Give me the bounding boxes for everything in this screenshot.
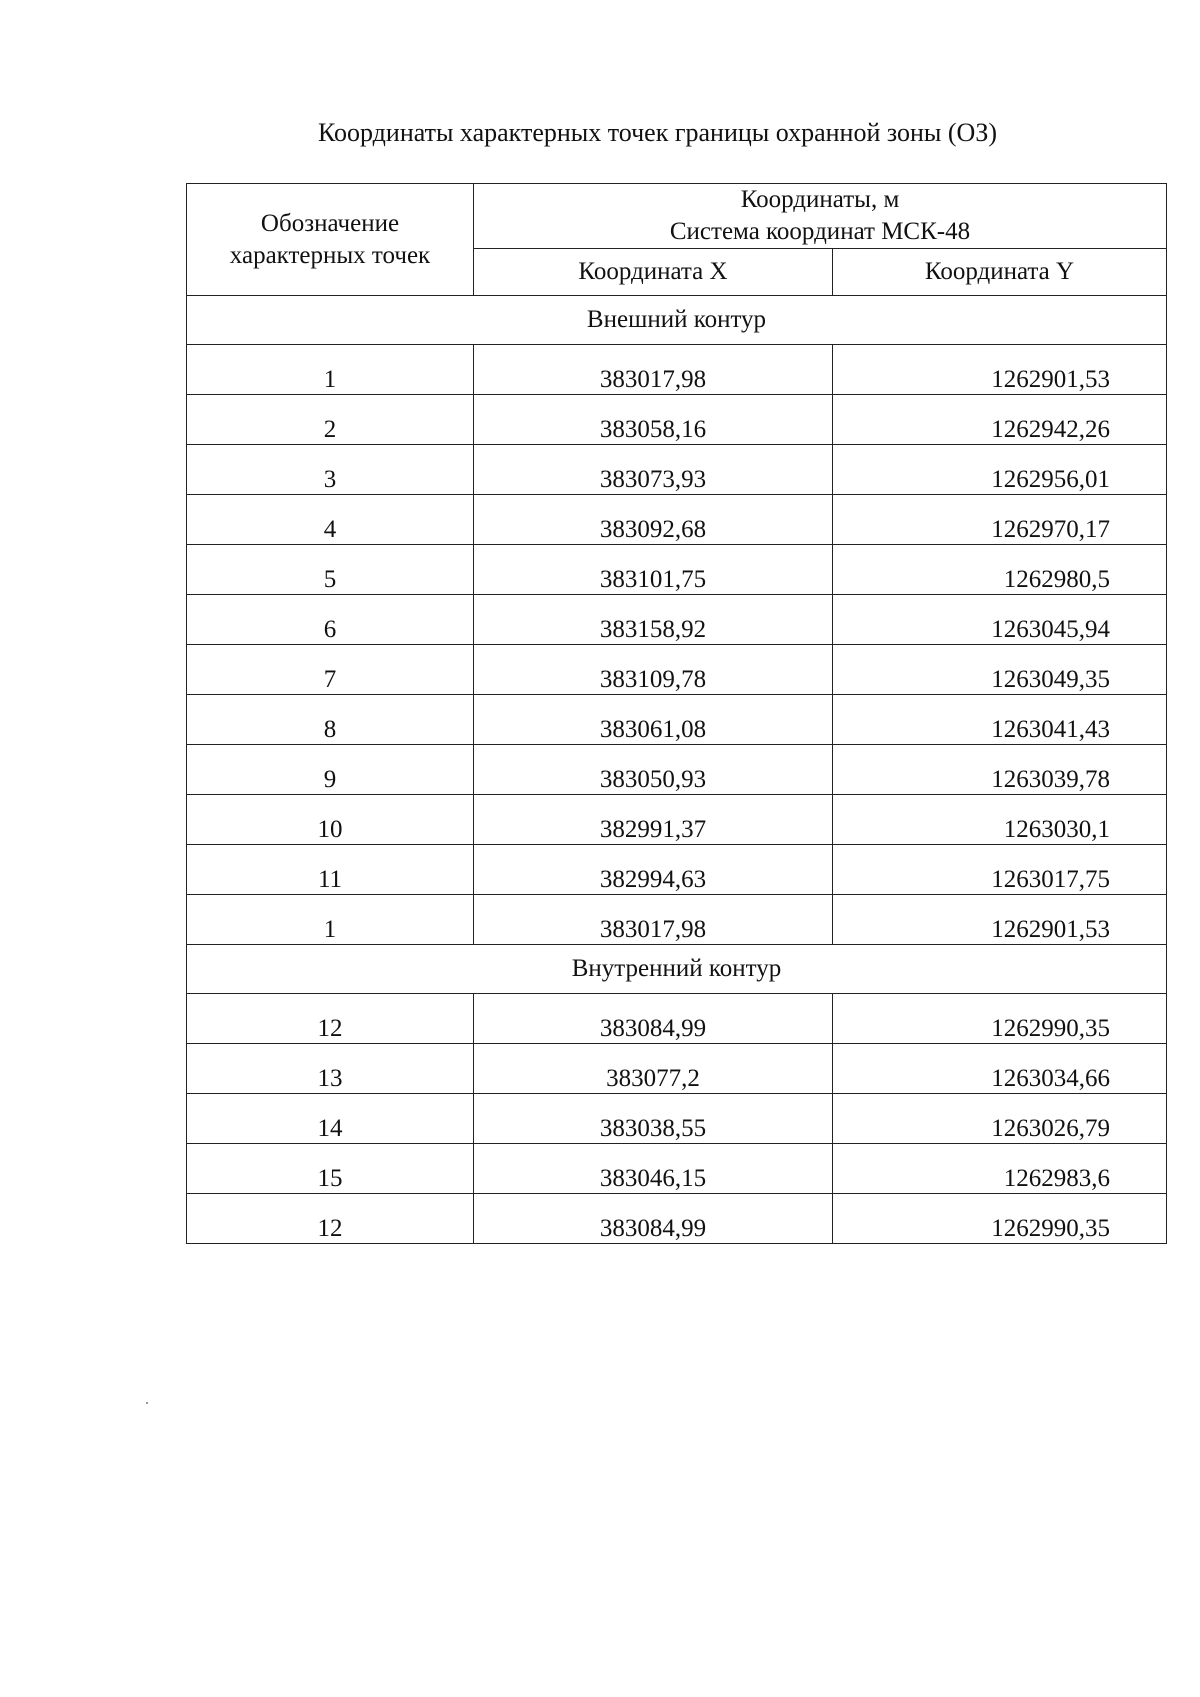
coordinate-x-cell: 383038,55 — [474, 1094, 833, 1144]
coordinate-x-cell: 383092,68 — [474, 495, 833, 545]
table-row — [187, 1144, 1167, 1194]
table-row — [187, 395, 1167, 445]
header-coordinates — [474, 184, 1167, 249]
table-row — [187, 1094, 1167, 1144]
header-coordinates-line2: Система координат МСК-48 — [669, 218, 971, 245]
coordinate-x-cell: 383061,08 — [474, 695, 833, 745]
coordinate-x-cell: 383058,16 — [474, 395, 833, 445]
coordinate-x-cell: 383017,98 — [474, 895, 833, 945]
header-coordinates-line1: Координаты, м — [740, 186, 900, 213]
table-row — [187, 595, 1167, 645]
header-designation — [187, 184, 474, 296]
coordinate-y-cell: 1263045,94 — [833, 595, 1167, 645]
coordinate-y-cell: 1263049,35 — [833, 645, 1167, 695]
coordinate-y-cell: 1262956,01 — [833, 445, 1167, 495]
coordinate-y-cell: 1262990,35 — [833, 994, 1167, 1044]
page-title: Координаты характерных точек границы охранной зоны (ОЗ) — [317, 118, 998, 147]
table-row — [187, 1194, 1167, 1244]
point-number-cell: 12 — [187, 1194, 474, 1244]
coordinates-table — [186, 183, 1167, 1244]
coordinate-y-cell: 1262990,35 — [833, 1194, 1167, 1244]
coordinate-x-cell: 383084,99 — [474, 994, 833, 1044]
table-row — [187, 345, 1167, 395]
coordinate-x-cell: 383109,78 — [474, 645, 833, 695]
section-row — [187, 945, 1167, 994]
coordinate-x-cell: 382994,63 — [474, 845, 833, 895]
point-number-cell: 10 — [187, 795, 474, 845]
coordinate-y-cell: 1262901,53 — [833, 345, 1167, 395]
table-header — [187, 184, 1167, 296]
coordinate-y-cell: 1263041,43 — [833, 695, 1167, 745]
point-number-cell: 1 — [187, 895, 474, 945]
coordinate-y-cell: 1262942,26 — [833, 395, 1167, 445]
coordinate-y-cell: 1263039,78 — [833, 745, 1167, 795]
point-number-cell: 4 — [187, 495, 474, 545]
point-number-cell: 14 — [187, 1094, 474, 1144]
point-number-cell: 7 — [187, 645, 474, 695]
table-row — [187, 1044, 1167, 1094]
table-row — [187, 445, 1167, 495]
point-number-cell: 2 — [187, 395, 474, 445]
header-row-top — [187, 184, 1167, 249]
point-number-cell: 5 — [187, 545, 474, 595]
point-number-cell: 11 — [187, 845, 474, 895]
coordinate-x-cell: 383077,2 — [474, 1044, 833, 1094]
table-row — [187, 495, 1167, 545]
coordinate-x-cell: 383017,98 — [474, 345, 833, 395]
coordinate-x-cell: 383101,75 — [474, 545, 833, 595]
point-number-cell: 12 — [187, 994, 474, 1044]
coordinate-y-cell: 1263026,79 — [833, 1094, 1167, 1144]
point-number-cell: 1 — [187, 345, 474, 395]
coordinate-x-cell: 382991,37 — [474, 795, 833, 845]
coordinate-y-cell: 1262970,17 — [833, 495, 1167, 545]
table-row — [187, 545, 1167, 595]
point-number-cell: 8 — [187, 695, 474, 745]
coordinate-y-cell: 1263034,66 — [833, 1044, 1167, 1094]
point-number-cell: 13 — [187, 1044, 474, 1094]
coordinate-x-cell: 383050,93 — [474, 745, 833, 795]
header-designation-line1: Обозначение — [260, 209, 400, 237]
table-row — [187, 795, 1167, 845]
coordinate-x-cell: 383073,93 — [474, 445, 833, 495]
table-row — [187, 745, 1167, 795]
section-title: Внешний контур — [187, 296, 1167, 345]
section-title: Внутренний контур — [187, 945, 1167, 994]
table-row — [187, 895, 1167, 945]
coordinate-x-cell: 383046,15 — [474, 1144, 833, 1194]
coordinate-x-cell: 383158,92 — [474, 595, 833, 645]
coordinate-y-cell: 1262901,53 — [833, 895, 1167, 945]
table-row — [187, 645, 1167, 695]
header-designation-line2: характерных точек — [229, 241, 431, 269]
point-number-cell: 15 — [187, 1144, 474, 1194]
section-row — [187, 296, 1167, 345]
coordinate-x-cell: 383084,99 — [474, 1194, 833, 1244]
scan-speck — [146, 1402, 148, 1404]
coordinate-y-cell: 1262980,5 — [833, 545, 1167, 595]
table-row — [187, 695, 1167, 745]
point-number-cell: 6 — [187, 595, 474, 645]
header-coordinate-x: Координата X — [474, 249, 833, 296]
header-coordinate-y: Координата Y — [833, 249, 1167, 296]
point-number-cell: 3 — [187, 445, 474, 495]
coordinate-y-cell: 1263017,75 — [833, 845, 1167, 895]
table-row — [187, 994, 1167, 1044]
table-body — [187, 296, 1167, 1244]
point-number-cell: 9 — [187, 745, 474, 795]
table-row — [187, 845, 1167, 895]
coordinate-y-cell: 1263030,1 — [833, 795, 1167, 845]
coordinate-y-cell: 1262983,6 — [833, 1144, 1167, 1194]
